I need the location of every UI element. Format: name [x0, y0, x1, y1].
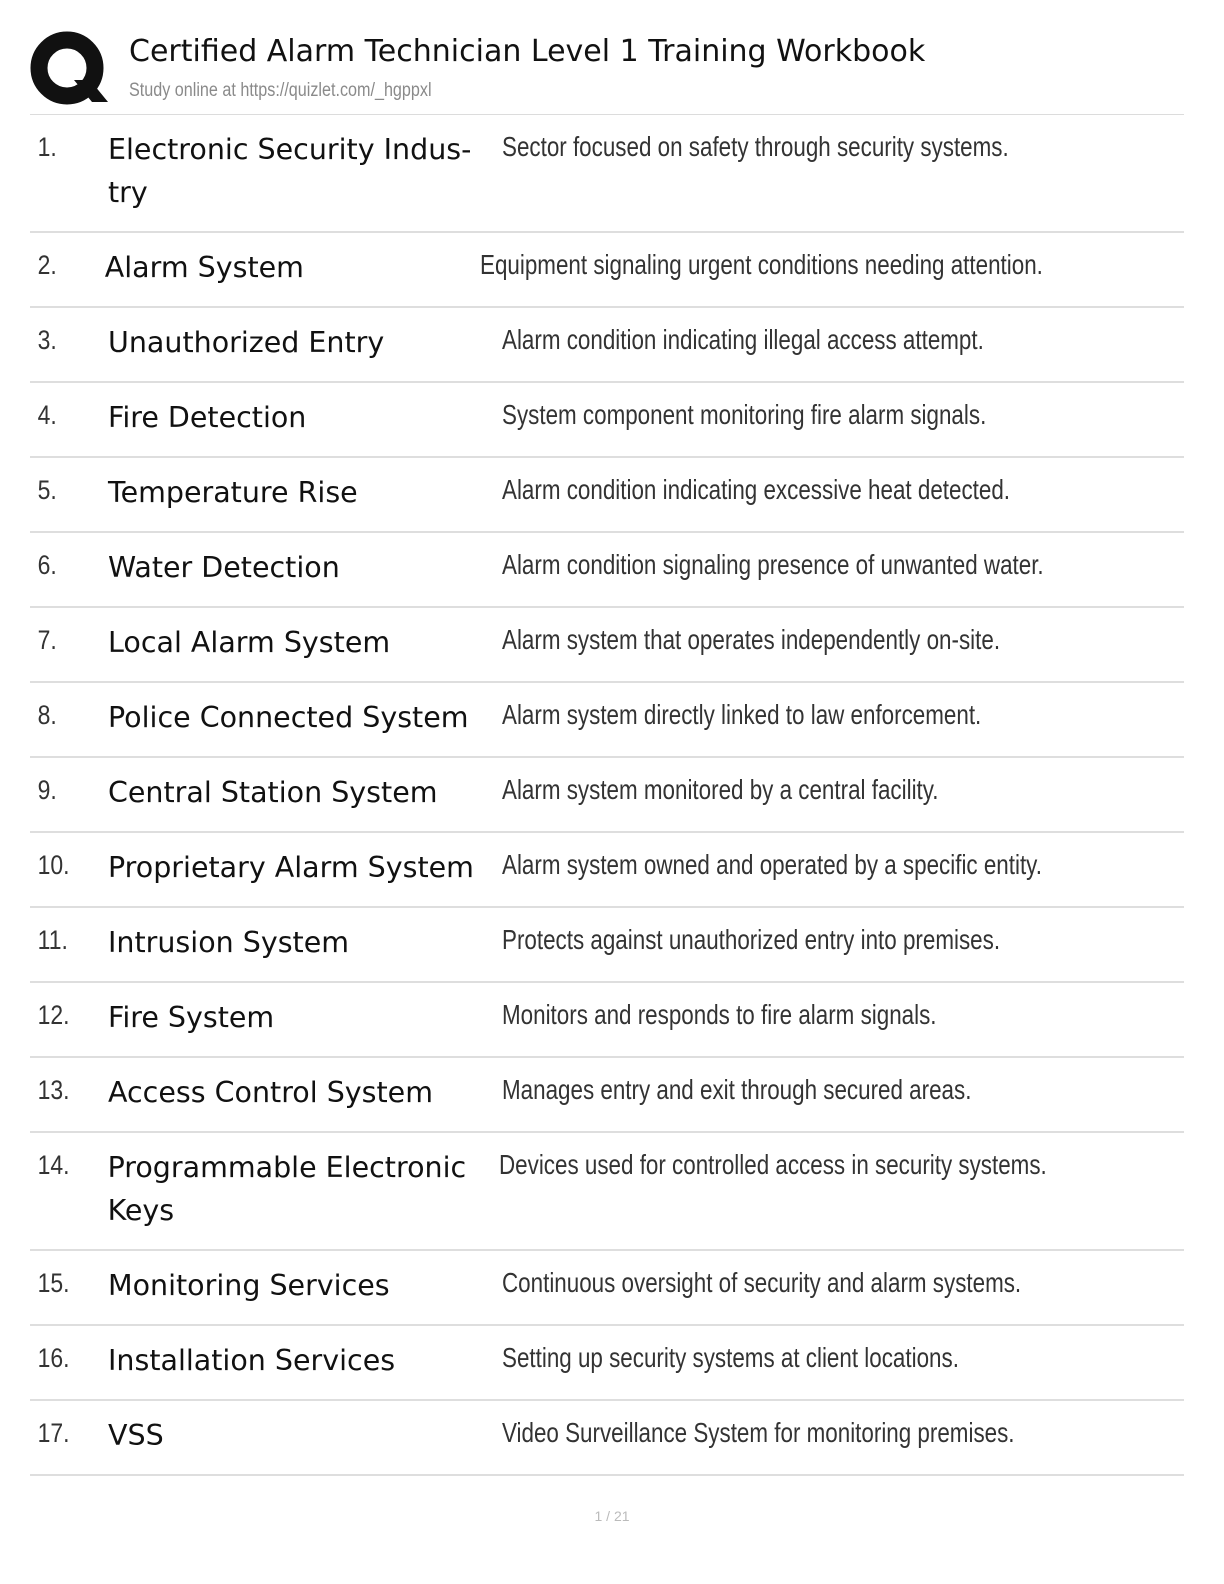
term-name: Fire Detection [108, 401, 307, 434]
term-name: Electronic Security Indus-try [108, 133, 472, 209]
term-row [30, 683, 1184, 758]
term-definition: Setting up security systems at client locations. [502, 1342, 959, 1373]
term-definition: Monitors and responds to fire alarm signals. [502, 999, 937, 1030]
term-name: Central Station System [108, 776, 438, 809]
term-definition: System component monitoring fire alarm signals. [502, 399, 987, 430]
term-row [30, 758, 1184, 833]
term-definition: Alarm system that operates independently on-site. [502, 624, 1001, 655]
term-name: Access Control System [108, 1076, 433, 1109]
term-row [30, 233, 1184, 308]
term-definition: Alarm system owned and operated by a specific entity. [502, 849, 1042, 880]
term-number: 13. [37, 1075, 70, 1105]
term-row [30, 1326, 1184, 1401]
page-title: Certified Alarm Technician Level 1 Training Workbook [129, 34, 926, 69]
term-number: 11. [37, 925, 68, 955]
term-name: Monitoring Services [108, 1269, 390, 1302]
term-number: 12. [37, 1000, 70, 1030]
term-name: Intrusion System [108, 926, 350, 959]
term-number: 3. [37, 325, 57, 355]
term-name: Fire System [108, 1001, 275, 1034]
term-row [30, 308, 1184, 383]
quizlet-q-logo-icon [30, 30, 110, 110]
term-number: 5. [37, 475, 57, 505]
term-row [30, 1133, 1184, 1251]
term-definition: Alarm condition indicating illegal access attempt. [502, 324, 984, 355]
term-definition: Video Surveillance System for monitoring premises. [502, 1417, 1015, 1448]
term-name: Installation Services [108, 1344, 396, 1377]
term-definition: Protects against unauthorized entry into premises. [502, 924, 1001, 955]
term-definition: Manages entry and exit through secured areas. [502, 1074, 972, 1105]
term-name: VSS [108, 1419, 164, 1452]
term-number: 16. [37, 1343, 70, 1373]
term-name: Unauthorized Entry [108, 326, 385, 359]
term-number: 6. [37, 550, 57, 580]
term-row [30, 983, 1184, 1058]
term-definition: Continuous oversight of security and alarm systems. [502, 1267, 1022, 1298]
term-name: Police Connected System [108, 701, 469, 734]
term-number: 4. [37, 400, 57, 430]
term-name: Alarm System [104, 251, 304, 284]
term-number: 9. [37, 775, 57, 805]
term-number: 10. [37, 850, 70, 880]
term-number: 7. [37, 625, 57, 655]
term-definition: Alarm condition indicating excessive heat detected. [502, 474, 1011, 505]
term-name: Programmable Electronic Keys [107, 1151, 467, 1227]
term-row [30, 383, 1184, 458]
term-number: 8. [37, 700, 57, 730]
term-definition: Equipment signaling urgent conditions needing attention. [480, 249, 1044, 280]
term-number: 14. [37, 1150, 70, 1180]
term-number: 2. [37, 250, 57, 280]
page-header [30, 28, 1184, 115]
term-name: Temperature Rise [108, 476, 358, 509]
term-row [30, 908, 1184, 983]
term-row [30, 608, 1184, 683]
term-definition: Sector focused on safety through security systems. [502, 131, 1009, 162]
study-online-link[interactable]: Study online at https://quizlet.com/_hgppxl [129, 80, 432, 101]
term-row [30, 833, 1184, 908]
term-definition: Alarm condition signaling presence of unwanted water. [502, 549, 1044, 580]
term-definition: Alarm system directly linked to law enforcement. [502, 699, 982, 730]
term-list [30, 115, 1184, 1476]
term-number: 1. [37, 132, 57, 162]
term-definition: Alarm system monitored by a central facility. [502, 774, 939, 805]
term-name: Water Detection [108, 551, 340, 584]
term-row [30, 1401, 1184, 1476]
term-row [30, 458, 1184, 533]
term-number: 17. [37, 1418, 70, 1448]
term-row [30, 533, 1184, 608]
term-row [30, 115, 1184, 233]
term-name: Proprietary Alarm System [108, 851, 474, 884]
page-number: 1 / 21 [594, 1508, 630, 1524]
term-number: 15. [37, 1268, 70, 1298]
term-row [30, 1251, 1184, 1326]
term-definition: Devices used for controlled access in security systems. [499, 1149, 1048, 1180]
term-row [30, 1058, 1184, 1133]
term-name: Local Alarm System [108, 626, 391, 659]
